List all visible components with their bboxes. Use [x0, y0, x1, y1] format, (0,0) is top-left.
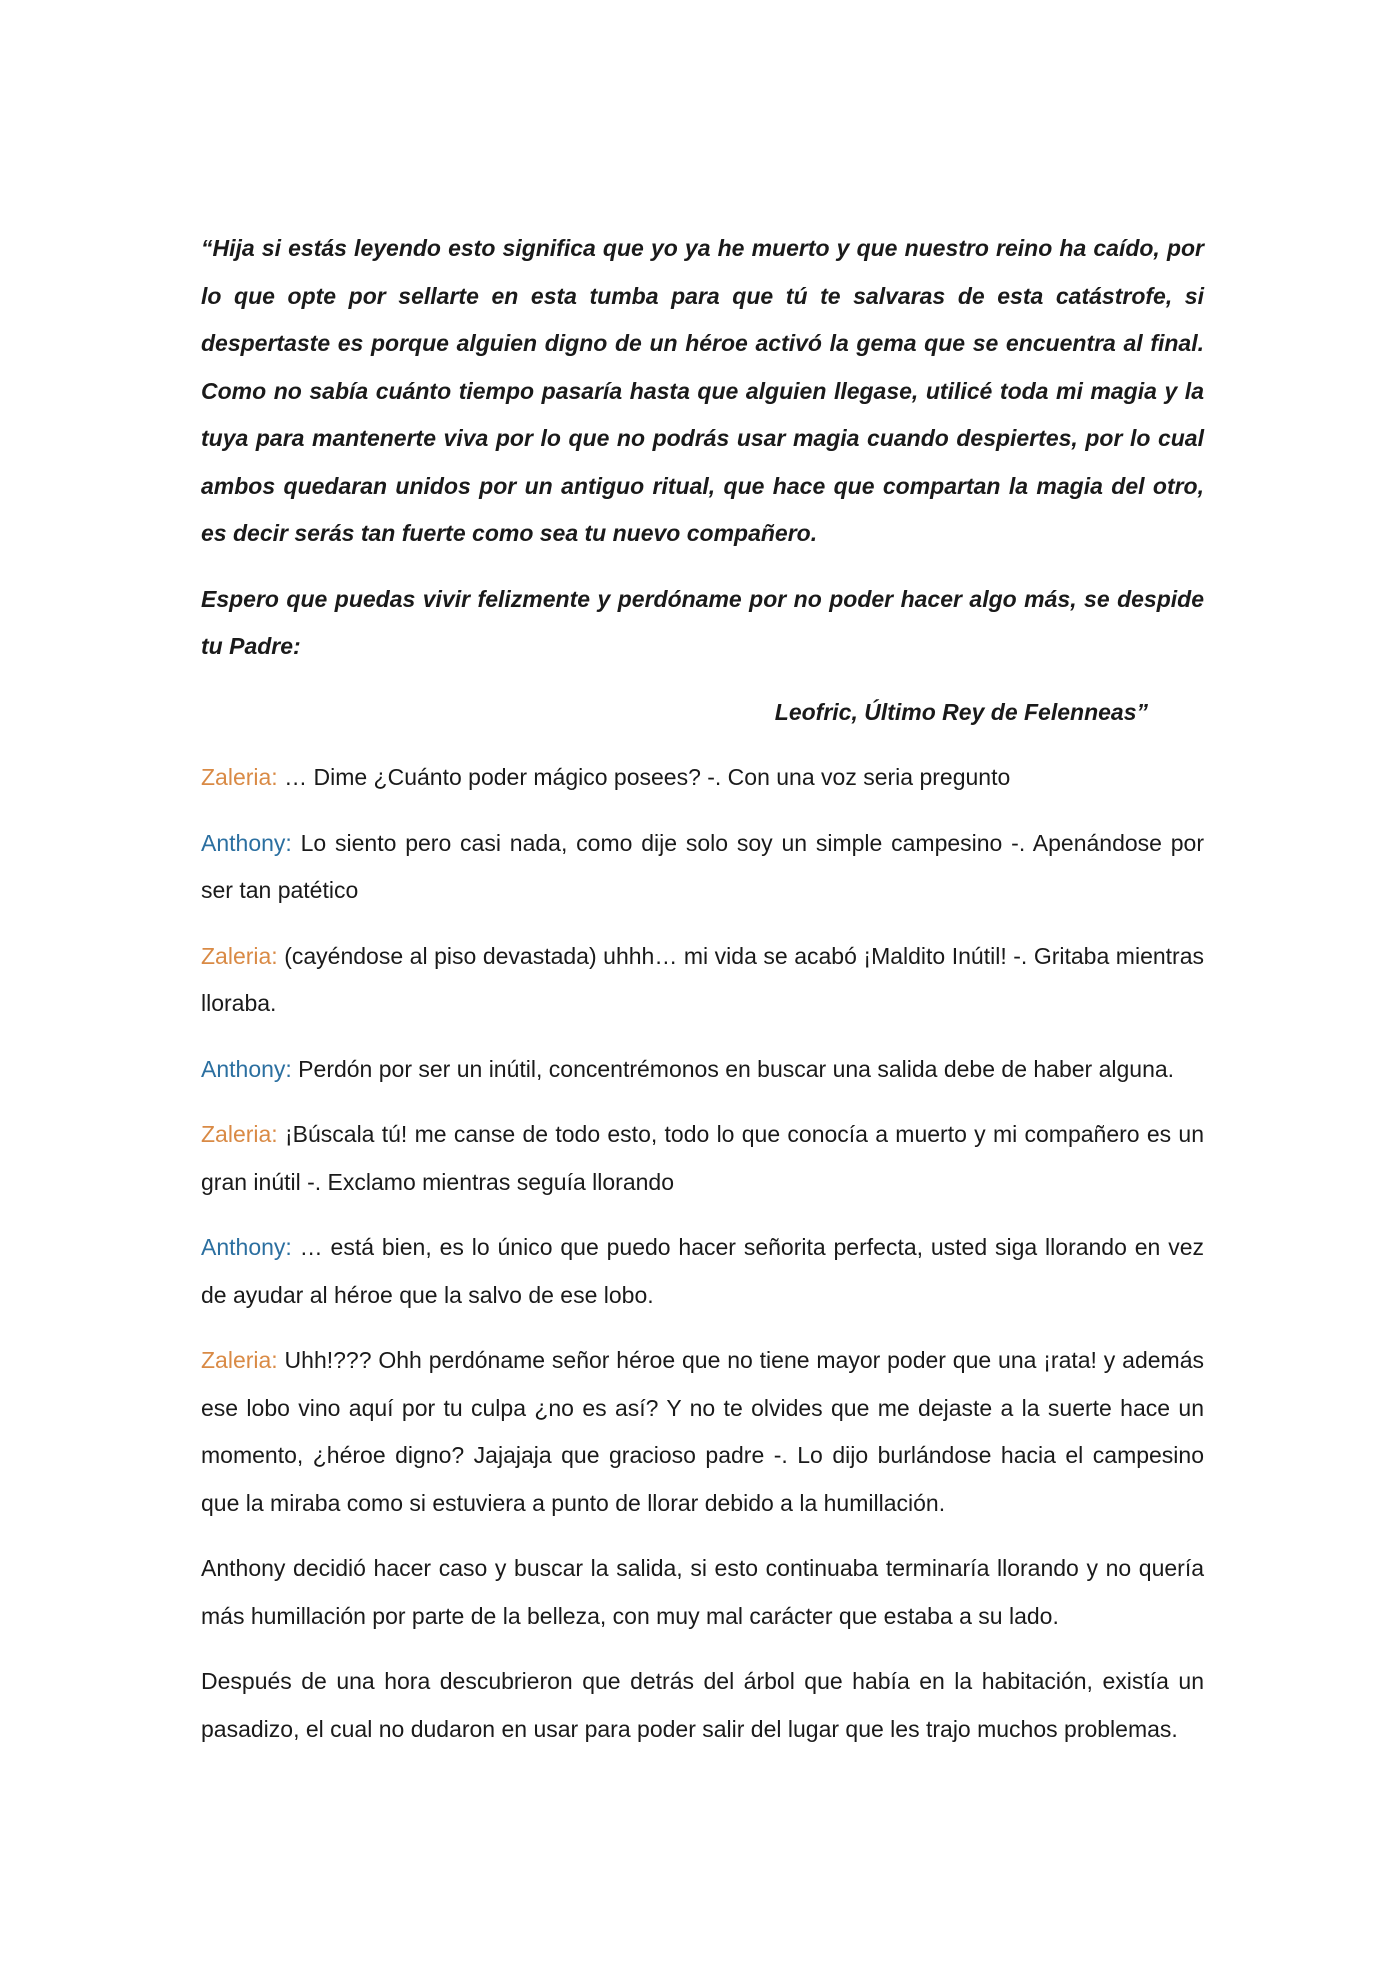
- speaker-name: Anthony:: [201, 1234, 292, 1260]
- dialogue-text: … está bien, es lo único que puedo hacer señorita perfecta, usted siga llorando en vez de ayudar al héroe que la salvo de ese lobo.: [201, 1234, 1204, 1308]
- speaker-name: Zaleria:: [201, 1121, 278, 1147]
- dialogue-text: Uhh!??? Ohh perdóname señor héroe que no tiene mayor poder que una ¡rata! y además ese lobo vino aquí por tu culpa ¿no es así? Y no te olvides que me dejaste a la suerte hace un momento, ¿héroe digno? Jajajaja que gracioso padre -. Lo dijo burlándose hacia el campesino que la miraba como si estuviera a punto de llorar debido a la humillación.: [201, 1347, 1204, 1516]
- dialogue-text: Lo siento pero casi nada, como dije solo soy un simple campesino -. Apenándose por ser tan patético: [201, 829, 1204, 903]
- narration-paragraph: Después de una hora descubrieron que detrás del árbol que había en la habitación, existía un pasadizo, el cual no dudaron en usar para poder salir del lugar que les trajo muchos problemas.: [201, 1668, 1204, 1742]
- dialogue-text: … Dime ¿Cuánto poder mágico posees? -. Con una voz seria pregunto: [277, 764, 1011, 790]
- dialogue-line: [201, 820, 1204, 915]
- dialogue-line: [201, 754, 1204, 802]
- page-content: [201, 225, 1204, 1771]
- dialogue-text: (cayéndose al piso devastada) uhhh… mi vida se acabó ¡Maldito Inútil! -. Gritaba mientras lloraba.: [201, 942, 1204, 1016]
- speaker-name: Anthony:: [201, 829, 292, 856]
- dialogue-line: [201, 1046, 1204, 1094]
- dialogue-line: [201, 1111, 1204, 1206]
- letter-paragraph: “Hija si estás leyendo esto significa que yo ya he muerto y que nuestro reino ha caído, por lo que opte por sellarte en esta tumba para que tú te salvaras de esta catástrofe, si despertaste es porque alguien digno de un héroe activó la gema que se encuentra al final. Como no sabía cuánto tiempo pasaría hasta que alguien llegase, utilicé toda mi magia y la tuya para mantenerte viva por lo que no podrás usar magia cuando despiertes, por lo cual ambos quedaran unidos por un antiguo ritual, que hace que compartan la magia del otro, es decir serás tan fuerte como sea tu nuevo compañero.: [201, 235, 1204, 546]
- speaker-name: Zaleria:: [201, 764, 278, 790]
- speaker-name: Anthony:: [201, 1055, 292, 1082]
- speaker-name: Zaleria:: [201, 942, 278, 969]
- dialogue-line: [201, 933, 1204, 1028]
- letter-signature: Leofric, Último Rey de Felenneas”: [774, 698, 1148, 725]
- speaker-name: Zaleria:: [201, 1347, 278, 1373]
- dialogue-line: [201, 1224, 1204, 1319]
- dialogue-text: ¡Búscala tú! me canse de todo esto, todo lo que conocía a muerto y mi compañero es un gran inútil -. Exclamo mientras seguía llorando: [201, 1121, 1204, 1195]
- dialogue-line: [201, 1337, 1204, 1527]
- dialogue-text: Perdón por ser un inútil, concentrémonos en buscar una salida debe de haber alguna.: [291, 1055, 1175, 1082]
- letter-paragraph: Espero que puedas vivir felizmente y perdóname por no poder hacer algo más, se despide tu Padre:: [201, 585, 1204, 659]
- narration-paragraph: Anthony decidió hacer caso y buscar la salida, si esto continuaba terminaría llorando y no quería más humillación por parte de la belleza, con muy mal carácter que estaba a su lado.: [201, 1555, 1204, 1629]
